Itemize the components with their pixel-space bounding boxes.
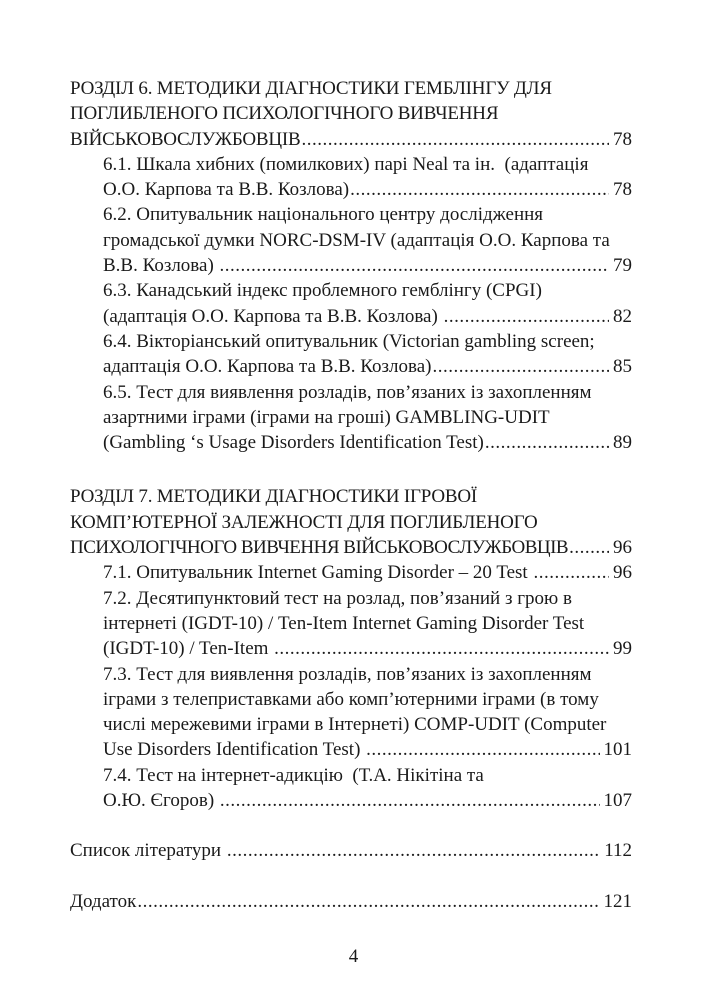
toc-entry-7-1	[70, 560, 632, 585]
table-of-contents	[70, 76, 632, 914]
toc-entry-text: Список літератури	[70, 840, 226, 862]
toc-entry-lastline	[103, 253, 632, 278]
toc-entry-lastline	[70, 127, 632, 152]
toc-entry-line: 7.4. Тест на інтернет-адикцію (Т.А. Нікітіна та	[103, 764, 484, 786]
toc-entry-text: В.В. Козлова)	[103, 255, 219, 277]
toc-entry-line: КОМП’ЮТЕРНОЇ ЗАЛЕЖНОСТІ ДЛЯ ПОГЛИБЛЕНОГО	[70, 511, 538, 533]
toc-entry-lastline	[103, 788, 632, 813]
toc-entry-text: Use Disorders Identification Test)	[103, 739, 366, 761]
toc-entry-rozdil-6	[70, 76, 632, 152]
toc-entry-line: 7.3. Тест для виявлення розладів, пов’язаних із захопленням	[103, 663, 592, 685]
toc-entry-rozdil-7	[70, 484, 632, 560]
dot-leader	[432, 354, 609, 379]
toc-page-number: 82	[613, 305, 632, 327]
toc-entry-text: (адаптація О.О. Карпова та В.В. Козлова)	[103, 305, 443, 327]
toc-entry-lastline	[70, 535, 632, 560]
toc-entry-line: азартними іграми (іграми на гроші) GAMBLING-UDIT	[103, 406, 550, 428]
toc-entry-6-3	[70, 278, 632, 329]
toc-page-number: 78	[613, 128, 632, 150]
toc-entry-text: ПСИХОЛОГІЧНОГО ВИВЧЕННЯ ВІЙСЬКОВОСЛУЖБОВЦІВ	[70, 537, 569, 559]
toc-entry-lastline	[103, 430, 632, 455]
toc-page-number: 79	[613, 255, 632, 277]
dot-leader	[137, 889, 599, 914]
toc-entry-spysok-literatury	[70, 838, 632, 863]
toc-entry-text: О.Ю. Єгоров)	[103, 790, 219, 812]
dot-leader	[533, 560, 609, 585]
toc-entry-lastline	[70, 889, 632, 914]
toc-entry-lastline	[103, 354, 632, 379]
toc-entry-lastline	[70, 838, 632, 863]
toc-entry-line: 6.4. Вікторіанський опитувальник (Victorian gambling screen;	[103, 330, 595, 352]
dot-leader	[227, 838, 600, 863]
toc-entry-line: іграми з телеприставками або комп’ютерними іграми (в тому	[103, 688, 599, 710]
toc-page-number: 96	[613, 537, 632, 559]
toc-entry-lastline	[103, 636, 632, 661]
dot-leader	[220, 253, 609, 278]
toc-entry-text: (IGDT-10) / Ten-Item	[103, 638, 274, 660]
toc-entry-text: (Gambling ‘s Usage Disorders Identification Test)	[103, 432, 484, 454]
toc-page-number: 101	[603, 739, 632, 761]
toc-entry-text: адаптація О.О. Карпова та В.В. Козлова)	[103, 356, 432, 378]
toc-entry-6-5	[70, 380, 632, 456]
toc-entry-text: 7.1. Опитувальник Internet Gaming Disorder – 20 Test	[103, 562, 533, 584]
toc-entry-7-2	[70, 586, 632, 662]
toc-entry-line: числі мережевими іграми в Інтернеті) COMP-UDIT (Computer	[103, 714, 607, 736]
toc-entry-7-3	[70, 662, 632, 763]
toc-entry-lastline	[103, 737, 632, 762]
dot-leader	[366, 737, 599, 762]
toc-page-number: 112	[604, 840, 632, 862]
toc-entry-lastline	[103, 177, 632, 202]
toc-page-number: 121	[603, 890, 632, 912]
dot-leader	[485, 430, 609, 455]
toc-entry-lastline	[103, 560, 632, 585]
dot-leader	[302, 127, 609, 152]
toc-page-number: 89	[613, 432, 632, 454]
page-number-footer: 4	[348, 946, 359, 967]
dot-leader	[220, 788, 600, 813]
toc-entry-text: ВІЙСЬКОВОСЛУЖБОВЦІВ	[70, 128, 301, 150]
toc-entry-line: РОЗДІЛ 6. МЕТОДИКИ ДІАГНОСТИКИ ГЕМБЛІНГУ ДЛЯ	[70, 78, 552, 99]
toc-entry-6-4	[70, 329, 632, 380]
toc-entry-text: Додаток	[70, 890, 137, 912]
toc-entry-text: О.О. Карпова та В.В. Козлова)	[103, 179, 350, 201]
toc-entry-line: громадської думки NORC-DSM-IV (адаптація О.О. Карпова та	[103, 229, 610, 251]
toc-entry-line: ПОГЛИБЛЕНОГО ПСИХОЛОГІЧНОГО ВИВЧЕННЯ	[70, 103, 499, 125]
toc-entry-lastline	[103, 304, 632, 329]
toc-entry-line: 6.3. Канадський індекс проблемного гемблінгу (CPGI)	[103, 280, 542, 302]
toc-entry-dodatok	[70, 889, 632, 914]
toc-entry-line: РОЗДІЛ 7. МЕТОДИКИ ДІАГНОСТИКИ ІГРОВОЇ	[70, 486, 478, 508]
toc-entry-line: 6.5. Тест для виявлення розладів, пов’язаних із захопленням	[103, 381, 592, 403]
toc-page-number: 107	[603, 790, 632, 812]
toc-entry-line: 7.2. Десятипунктовий тест на розлад, пов’язаний з грою в	[103, 587, 572, 609]
toc-page-number: 96	[613, 562, 632, 584]
toc-entry-7-4	[70, 763, 632, 814]
toc-entry-line: 6.1. Шкала хибних (помилкових) парі Neal та ін. (адаптація	[103, 153, 589, 175]
toc-entry-6-2	[70, 202, 632, 278]
toc-page-number: 78	[613, 179, 632, 201]
toc-page-number: 85	[613, 356, 632, 378]
dot-leader	[350, 177, 609, 202]
toc-page-number: 99	[613, 638, 632, 660]
dot-leader	[569, 535, 609, 560]
toc-entry-line: 6.2. Опитувальник національного центру дослідження	[103, 204, 544, 226]
toc-entry-6-1	[70, 152, 632, 203]
dot-leader	[274, 636, 609, 661]
toc-entry-line: інтернеті (IGDT-10) / Ten-Item Internet Gaming Disorder Test	[103, 612, 585, 634]
dot-leader	[444, 304, 609, 329]
